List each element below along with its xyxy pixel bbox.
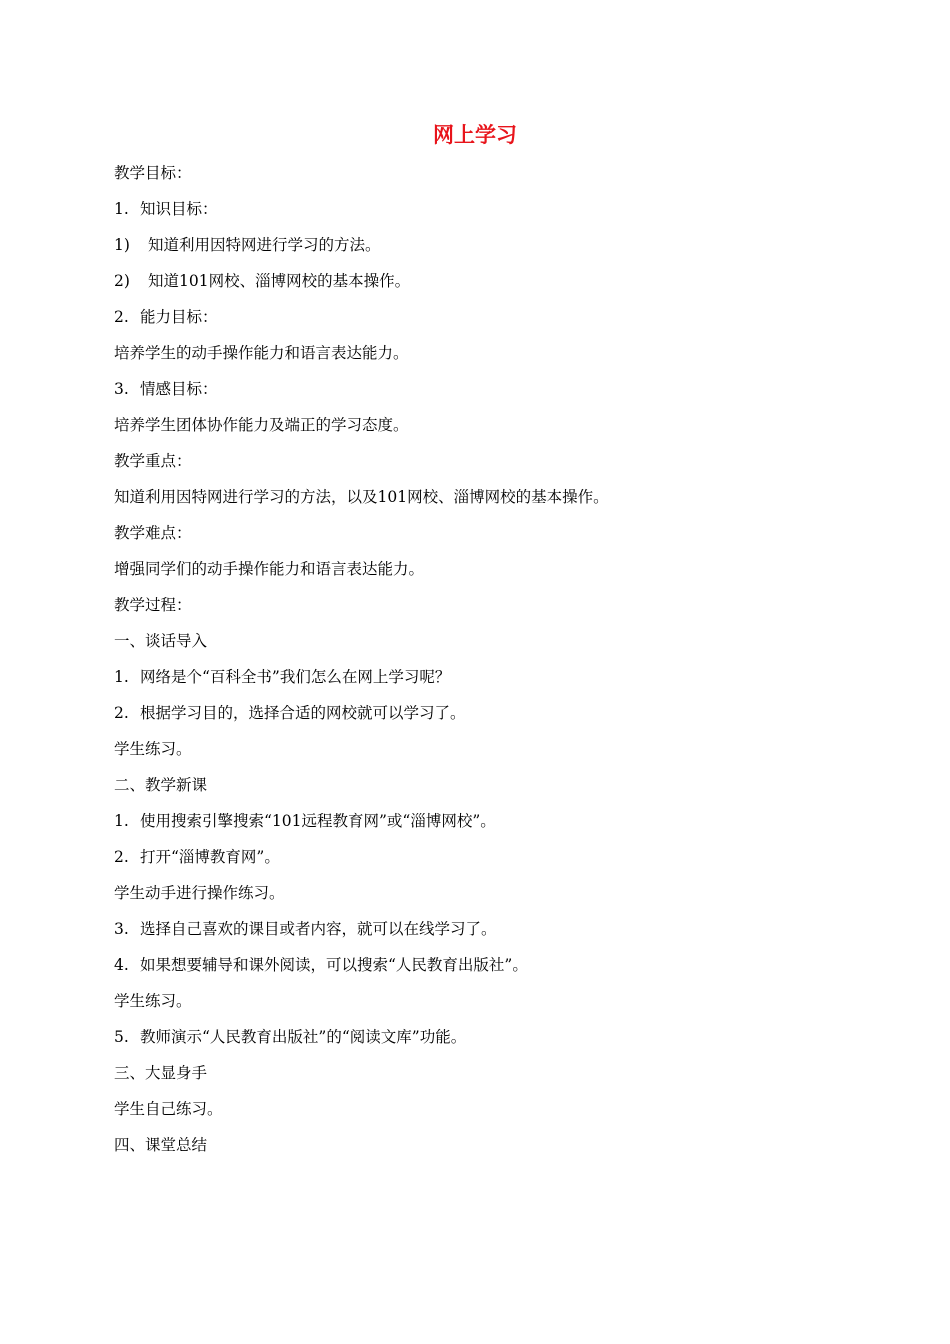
line-text: 教学难点：	[114, 524, 192, 542]
text-line	[114, 376, 834, 412]
list-number: 1.	[114, 812, 129, 830]
text-line	[114, 1132, 834, 1168]
text-line	[114, 628, 834, 664]
line-text: 教学重点：	[114, 452, 192, 470]
text-line	[114, 412, 834, 448]
line-text: 根据学习目的，选择合适的网校就可以学习了。	[140, 704, 466, 722]
list-number: 3.	[114, 920, 129, 938]
text-line	[114, 916, 834, 952]
line-text: 打开“淄博教育网”。	[140, 848, 280, 866]
text-line	[114, 520, 834, 556]
text-line	[114, 664, 834, 700]
line-text: 培养学生的动手操作能力和语言表达能力。	[114, 344, 409, 362]
line-text: 知道101网校、淄博网校的基本操作。	[148, 272, 411, 290]
text-line	[114, 988, 834, 1024]
text-line	[114, 268, 834, 304]
list-number: 2)	[114, 272, 130, 290]
list-number: 1.	[114, 668, 129, 686]
text-line	[114, 772, 834, 808]
document-body	[114, 160, 834, 1168]
line-text: 学生练习。	[114, 740, 192, 758]
text-line	[114, 700, 834, 736]
text-line	[114, 736, 834, 772]
list-number: 4.	[114, 956, 129, 974]
line-text: 学生动手进行操作练习。	[114, 884, 285, 902]
line-text: 教师演示“人民教育出版社”的“阅读文库”功能。	[140, 1028, 467, 1046]
line-text: 选择自己喜欢的课目或者内容，就可以在线学习了。	[140, 920, 497, 938]
text-line	[114, 556, 834, 592]
line-text: 二、教学新课	[114, 776, 208, 794]
text-line	[114, 844, 834, 880]
text-line	[114, 1060, 834, 1096]
text-line	[114, 1096, 834, 1132]
line-text: 学生练习。	[114, 992, 192, 1010]
text-line	[114, 196, 834, 232]
list-number: 3.	[114, 380, 129, 398]
line-text: 知识目标：	[140, 200, 218, 218]
line-text: 教学过程：	[114, 596, 192, 614]
list-number: 2.	[114, 704, 129, 722]
text-line	[114, 592, 834, 628]
list-number: 1.	[114, 200, 129, 218]
list-number: 5.	[114, 1028, 129, 1046]
text-line	[114, 160, 834, 196]
line-text: 增强同学们的动手操作能力和语言表达能力。	[114, 560, 425, 578]
line-text: 学生自己练习。	[114, 1100, 223, 1118]
text-line	[114, 880, 834, 916]
line-text: 使用搜索引擎搜索“101远程教育网”或“淄博网校”。	[140, 812, 496, 830]
line-text: 知道利用因特网进行学习的方法。	[148, 236, 381, 254]
text-line	[114, 340, 834, 376]
line-text: 如果想要辅导和课外阅读，可以搜索“人民教育出版社”。	[140, 956, 528, 974]
list-number: 1)	[114, 236, 130, 254]
line-text: 教学目标：	[114, 164, 192, 182]
list-number: 2.	[114, 848, 129, 866]
line-text: 三、大显身手	[114, 1064, 208, 1082]
line-text: 培养学生团体协作能力及端正的学习态度。	[114, 416, 409, 434]
list-number: 2.	[114, 308, 129, 326]
line-text: 四、课堂总结	[114, 1136, 208, 1154]
text-line	[114, 484, 834, 520]
text-line	[114, 448, 834, 484]
line-text: 情感目标：	[140, 380, 218, 398]
text-line	[114, 1024, 834, 1060]
text-line	[114, 808, 834, 844]
line-text: 能力目标：	[140, 308, 218, 326]
line-text: 网络是个“百科全书”我们怎么在网上学习呢？	[140, 668, 451, 686]
page-title: 网上学习	[433, 123, 517, 147]
text-line	[114, 952, 834, 988]
text-line	[114, 304, 834, 340]
line-text: 一、谈话导入	[114, 632, 208, 650]
text-line	[114, 232, 834, 268]
line-text: 知道利用因特网进行学习的方法，以及101网校、淄博网校的基本操作。	[114, 488, 609, 506]
